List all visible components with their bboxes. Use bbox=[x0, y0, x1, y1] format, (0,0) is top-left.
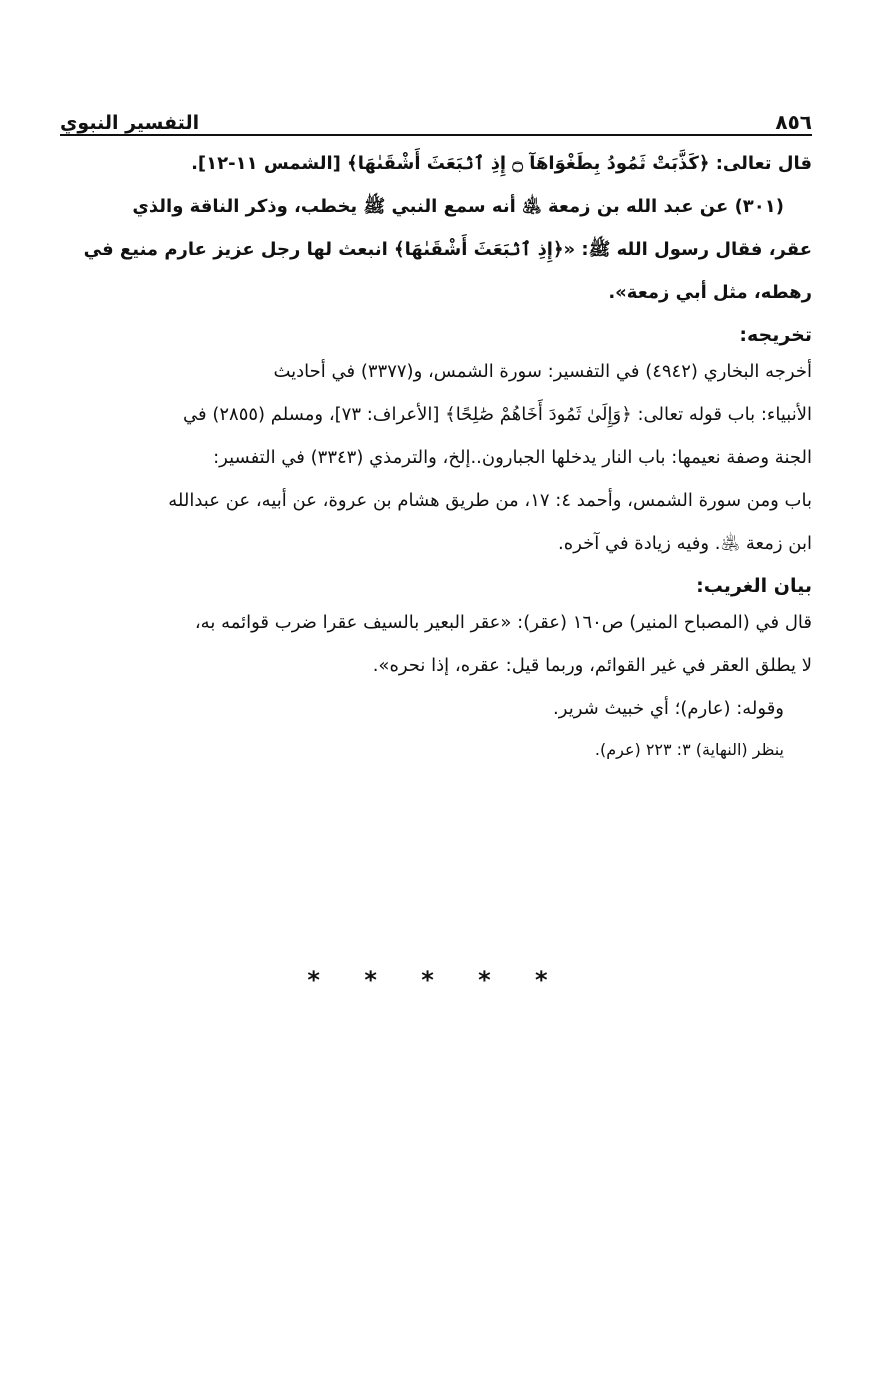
section-separator: * * * * * bbox=[307, 966, 566, 994]
gharib-line: قال في (المصباح المنير) ص١٦٠ (عقر): «عقر البعير بالسيف عقرا ضرب قوائمه به، bbox=[194, 612, 812, 633]
hadith-line: عقر، فقال رسول الله ﷺ: «﴿إِذِ ٱنۢبَعَثَ أَشْقَىٰهَا﴾ انبعث لها رجل عزيز عارم منيع في bbox=[83, 239, 812, 260]
gharib-note: وقوله: (عارم)؛ أي خبيث شرير. bbox=[553, 698, 784, 719]
takhrij-heading: تخريجه: bbox=[739, 324, 812, 346]
page-number: ٨٥٦ bbox=[775, 110, 812, 134]
takhrij-line: باب ومن سورة الشمس، وأحمد ٤: ١٧، من طريق هشام بن عروة، عن أبيه، عن عبدالله bbox=[168, 490, 812, 511]
takhrij-line: الجنة وصفة نعيمها: باب النار يدخلها الجبارون..إلخ، والترمذي (٣٣٤٣) في التفسير: bbox=[213, 447, 812, 468]
verse-intro: قال تعالى: ﴿كَذَّبَتْ ثَمُودُ بِطَغْوَاهَآ ۝ إِذِ ٱنۢبَعَثَ أَشْقَىٰهَا﴾ [الشمس ١١-١٢]. bbox=[191, 153, 812, 174]
header-rule bbox=[60, 134, 812, 136]
takhrij-line: ابن زمعة ﵁. وفيه زيادة في آخره. bbox=[558, 533, 812, 554]
gharib-reference: ينظر (النهاية) ٣: ٢٢٣ (عرم). bbox=[594, 740, 784, 759]
takhrij-line: أخرجه البخاري (٤٩٤٢) في التفسير: سورة الشمس، و(٣٣٧٧) في أحاديث bbox=[273, 361, 812, 382]
takhrij-line: الأنبياء: باب قوله تعالى: ﴿وَإِلَىٰ ثَمُودَ أَخَاهُمْ صَٰلِحًا﴾ [الأعراف: ٧٣]، ومسلم (٢٨٥٥) في bbox=[183, 404, 812, 425]
gharib-line: لا يطلق العقر في غير القوائم، وربما قيل: عقره، إذا نحره». bbox=[372, 655, 812, 676]
page-header bbox=[60, 100, 812, 134]
hadith-line: (٣٠١) عن عبد الله بن زمعة ﵁ أنه سمع النبي ﷺ يخطب، وذكر الناقة والذي bbox=[132, 196, 784, 217]
hadith-block bbox=[72, 193, 812, 307]
gharib-heading: بيان الغريب: bbox=[696, 575, 812, 597]
gharib-block bbox=[72, 609, 812, 762]
takhrij-block bbox=[72, 358, 812, 558]
hadith-line: رهطه، مثل أبي زمعة». bbox=[608, 282, 812, 303]
book-title: التفسير النبوي bbox=[60, 112, 200, 134]
page-body bbox=[72, 150, 812, 777]
